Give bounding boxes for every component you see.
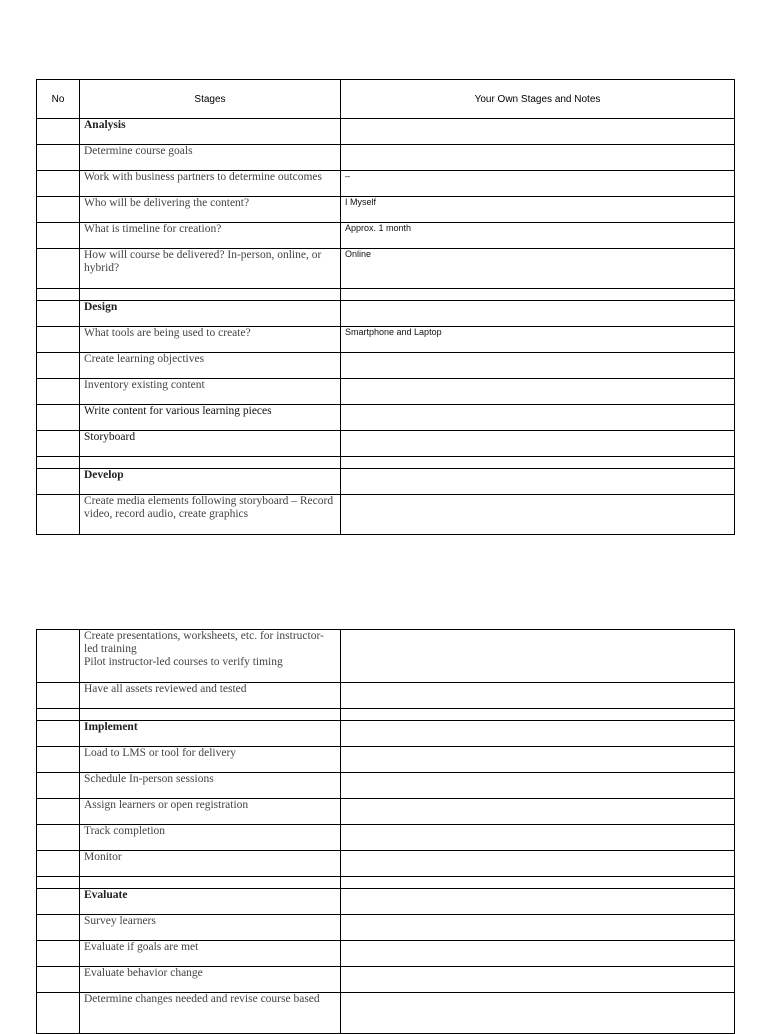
row-number-cell (37, 993, 80, 1034)
row-number-cell (37, 495, 80, 535)
notes-cell[interactable] (341, 889, 735, 915)
stage-cell: Work with business partners to determine outcomes (80, 171, 341, 197)
notes-cell[interactable]: Online (341, 249, 735, 289)
stage-cell: Storyboard (80, 431, 341, 457)
table-row (37, 431, 735, 457)
section-heading-analysis: Analysis (80, 119, 341, 145)
table-row (37, 379, 735, 405)
stage-cell: Assign learners or open registration (80, 799, 341, 825)
table-row (37, 197, 735, 223)
row-number-cell (37, 721, 80, 747)
stage-cell: Who will be delivering the content? (80, 197, 341, 223)
notes-cell[interactable] (341, 941, 735, 967)
row-number-cell (37, 197, 80, 223)
stage-cell: Load to LMS or tool for delivery (80, 747, 341, 773)
stage-cell: Create media elements following storyboard – Record video, record audio, create graphics (80, 495, 341, 535)
table-row (37, 119, 735, 145)
table-row (37, 301, 735, 327)
notes-cell[interactable] (341, 145, 735, 171)
stage-line: Create presentations, worksheets, etc. for instructor-led training (84, 630, 324, 655)
row-number-cell (37, 301, 80, 327)
table-row (37, 721, 735, 747)
row-number-cell (37, 630, 80, 683)
table-row (37, 967, 735, 993)
spacer-row (37, 877, 735, 889)
row-number-cell (37, 825, 80, 851)
notes-cell[interactable] (341, 379, 735, 405)
notes-cell[interactable] (341, 799, 735, 825)
table-row (37, 889, 735, 915)
row-number-cell (37, 851, 80, 877)
table-row (37, 915, 735, 941)
section-heading-implement: Implement (80, 721, 341, 747)
spacer-cell (80, 877, 341, 889)
spacer-cell (37, 877, 80, 889)
spacer-cell (37, 457, 80, 469)
stage-cell: Write content for various learning pieces (80, 405, 341, 431)
stage-cell: Create learning objectives (80, 353, 341, 379)
row-number-cell (37, 889, 80, 915)
table-row (37, 747, 735, 773)
notes-cell[interactable] (341, 851, 735, 877)
notes-cell[interactable] (341, 353, 735, 379)
row-number-cell (37, 405, 80, 431)
spacer-cell (80, 709, 341, 721)
notes-cell[interactable] (341, 301, 735, 327)
table-row (37, 327, 735, 353)
table-row (37, 249, 735, 289)
notes-cell[interactable] (341, 721, 735, 747)
spacer-row (37, 709, 735, 721)
row-number-cell (37, 223, 80, 249)
spacer-cell (341, 709, 735, 721)
row-number-cell (37, 145, 80, 171)
table-row (37, 469, 735, 495)
table-row (37, 825, 735, 851)
section-heading-evaluate: Evaluate (80, 889, 341, 915)
row-number-cell (37, 799, 80, 825)
row-number-cell (37, 249, 80, 289)
stage-cell: Determine course goals (80, 145, 341, 171)
notes-cell[interactable] (341, 915, 735, 941)
stage-cell: How will course be delivered? In-person, online, or hybrid? (80, 249, 341, 289)
row-number-cell (37, 353, 80, 379)
notes-cell[interactable] (341, 747, 735, 773)
spacer-cell (341, 289, 735, 301)
row-number-cell (37, 431, 80, 457)
spacer-cell (37, 709, 80, 721)
table-row (37, 495, 735, 535)
row-number-cell (37, 967, 80, 993)
section-heading-design: Design (80, 301, 341, 327)
notes-cell[interactable] (341, 405, 735, 431)
table-row (37, 773, 735, 799)
notes-cell[interactable]: – (341, 171, 735, 197)
row-number-cell (37, 379, 80, 405)
spacer-cell (341, 877, 735, 889)
table-row (37, 171, 735, 197)
stage-cell: Track completion (80, 825, 341, 851)
row-number-cell (37, 171, 80, 197)
stage-cell: Have all assets reviewed and tested (80, 683, 341, 709)
notes-cell[interactable] (341, 825, 735, 851)
table-row (37, 851, 735, 877)
notes-cell[interactable] (341, 683, 735, 709)
stage-cell: Evaluate if goals are met (80, 941, 341, 967)
section-heading-develop: Develop (80, 469, 341, 495)
table-row (37, 630, 735, 683)
notes-cell[interactable] (341, 773, 735, 799)
row-number-cell (37, 773, 80, 799)
stage-cell: Survey learners (80, 915, 341, 941)
stages-table-page-1 (36, 79, 735, 535)
notes-cell[interactable] (341, 993, 735, 1034)
table-row (37, 145, 735, 171)
spacer-cell (341, 457, 735, 469)
stage-cell: What is timeline for creation? (80, 223, 341, 249)
row-number-cell (37, 119, 80, 145)
notes-cell[interactable]: Approx. 1 month (341, 223, 735, 249)
table-row (37, 683, 735, 709)
table-row (37, 993, 735, 1034)
notes-cell[interactable] (341, 431, 735, 457)
table-row (37, 799, 735, 825)
notes-cell[interactable] (341, 630, 735, 683)
stage-cell: Evaluate behavior change (80, 967, 341, 993)
stage-cell: What tools are being used to create? (80, 327, 341, 353)
spacer-row (37, 289, 735, 301)
row-number-cell (37, 469, 80, 495)
notes-cell[interactable] (341, 469, 735, 495)
column-header-stages: Stages (80, 80, 341, 119)
stages-table-page-2 (36, 629, 735, 1034)
spacer-cell (80, 457, 341, 469)
table-row (37, 405, 735, 431)
spacer-cell (37, 289, 80, 301)
notes-cell[interactable] (341, 495, 735, 535)
column-header-notes: Your Own Stages and Notes (341, 80, 735, 119)
header-row (37, 80, 735, 119)
stage-cell: Schedule In-person sessions (80, 773, 341, 799)
row-number-cell (37, 683, 80, 709)
row-number-cell (37, 915, 80, 941)
notes-cell[interactable] (341, 119, 735, 145)
spacer-cell (80, 289, 341, 301)
row-number-cell (37, 747, 80, 773)
spacer-row (37, 457, 735, 469)
notes-cell[interactable] (341, 967, 735, 993)
notes-cell[interactable]: I Myself (341, 197, 735, 223)
stage-cell: Inventory existing content (80, 379, 341, 405)
column-header-no: No (37, 80, 80, 119)
table-row (37, 941, 735, 967)
table-row (37, 223, 735, 249)
stage-cell: Monitor (80, 851, 341, 877)
row-number-cell (37, 327, 80, 353)
stage-cell (80, 630, 341, 683)
row-number-cell (37, 941, 80, 967)
notes-cell[interactable]: Smartphone and Laptop (341, 327, 735, 353)
stage-cell: Determine changes needed and revise course based (80, 993, 341, 1034)
table-row (37, 353, 735, 379)
stage-line: Pilot instructor-led courses to verify timing (84, 656, 283, 668)
